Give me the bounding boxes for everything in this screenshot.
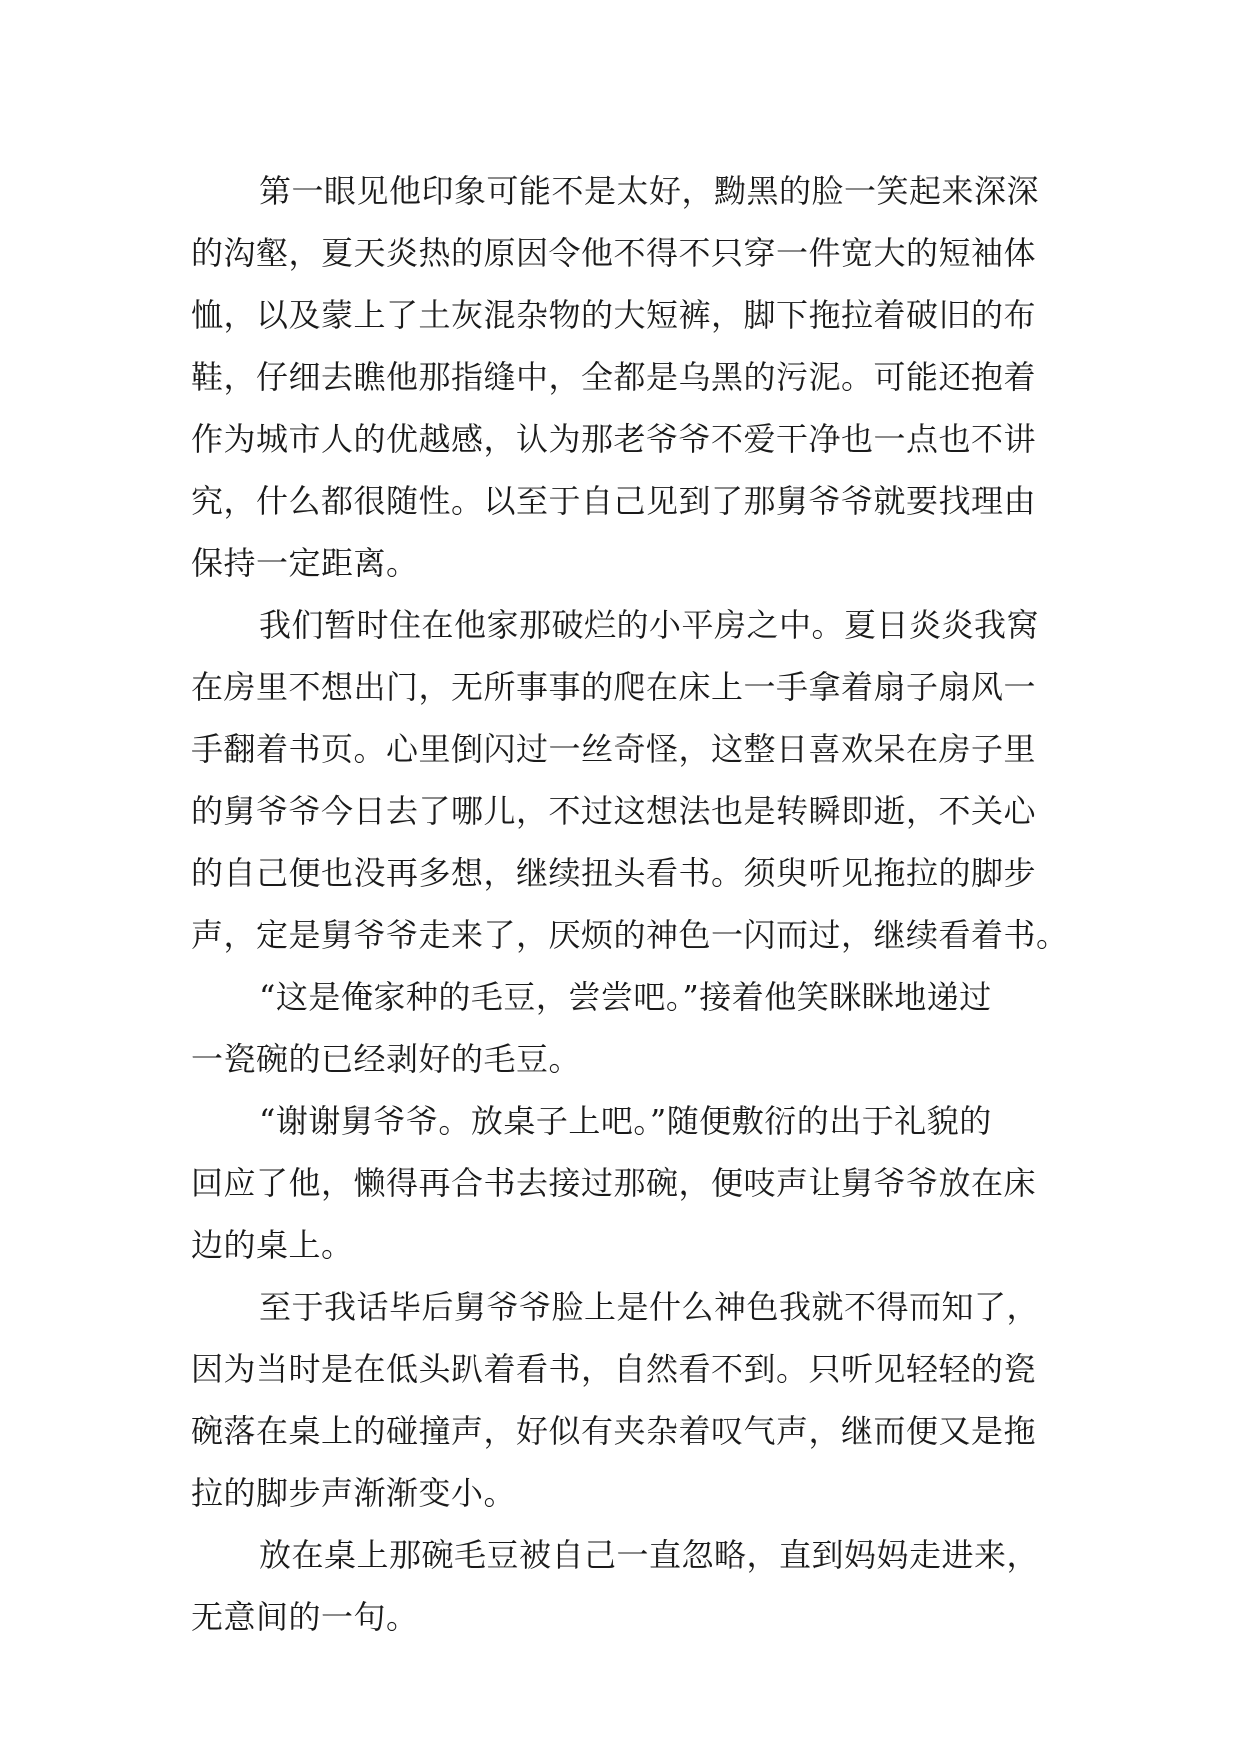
- paragraph-4: [191, 1090, 1051, 1276]
- text-line: 回应了他，懒得再合书去接过那碗，便吱声让舅爷爷放在床: [191, 1164, 1037, 1202]
- text-line: 一瓷碗的已经剥好的毛豆。: [191, 1040, 582, 1078]
- text-line: 鞋，仔细去瞧他那指缝中，全都是乌黑的污泥。可能还抱着: [191, 358, 1037, 396]
- text-line: “谢谢舅爷爷。放桌子上吧。”随便敷衍的出于礼貌的: [259, 1102, 992, 1140]
- text-line: 究，什么都很随性。以至于自己见到了那舅爷爷就要找理由: [191, 482, 1037, 520]
- paragraph-6: [191, 1524, 1051, 1648]
- text-line: 至于我话毕后舅爷爷脸上是什么神色我就不得而知了，: [259, 1288, 1040, 1326]
- text-line: 我们暂时住在他家那破烂的小平房之中。夏日炎炎我窝: [259, 606, 1040, 644]
- text-line: 无意间的一句。: [191, 1598, 419, 1636]
- text-line: 在房里不想出门，无所事事的爬在床上一手拿着扇子扇风一: [191, 668, 1037, 706]
- text-line: 边的桌上。: [191, 1226, 354, 1264]
- text-line: 声，定是舅爷爷走来了，厌烦的神色一闪而过，继续看着书。: [191, 916, 1069, 954]
- text-line: 的沟壑，夏天炎热的原因令他不得不只穿一件宽大的短袖体: [191, 234, 1037, 272]
- text-line: 放在桌上那碗毛豆被自己一直忽略，直到妈妈走进来，: [259, 1536, 1040, 1574]
- text-line: 的舅爷爷今日去了哪儿，不过这想法也是转瞬即逝，不关心: [191, 792, 1037, 830]
- text-line: 恤，以及蒙上了土灰混杂物的大短裤，脚下拖拉着破旧的布: [191, 296, 1037, 334]
- text-line: 保持一定距离。: [191, 544, 419, 582]
- text-line: “这是俺家种的毛豆，尝尝吧。”接着他笑眯眯地递过: [259, 978, 992, 1016]
- paragraph-2: [191, 594, 1069, 966]
- text-line: 的自己便也没再多想，继续扭头看书。须臾听见拖拉的脚步: [191, 854, 1037, 892]
- text-line: 第一眼见他印象可能不是太好，黝黑的脸一笑起来深深: [259, 172, 1040, 210]
- paragraph-5: [191, 1276, 1051, 1524]
- text-line: 碗落在桌上的碰撞声，好似有夹杂着叹气声，继而便又是拖: [191, 1412, 1037, 1450]
- text-line: 拉的脚步声渐渐变小。: [191, 1474, 517, 1512]
- paragraph-3: [191, 966, 1051, 1090]
- document-body: [191, 160, 1069, 1648]
- paragraph-1: [191, 160, 1051, 594]
- text-line: 作为城市人的优越感，认为那老爷爷不爱干净也一点也不讲: [191, 420, 1037, 458]
- text-line: 手翻着书页。心里倒闪过一丝奇怪，这整日喜欢呆在房子里: [191, 730, 1037, 768]
- text-line: 因为当时是在低头趴着看书，自然看不到。只听见轻轻的瓷: [191, 1350, 1037, 1388]
